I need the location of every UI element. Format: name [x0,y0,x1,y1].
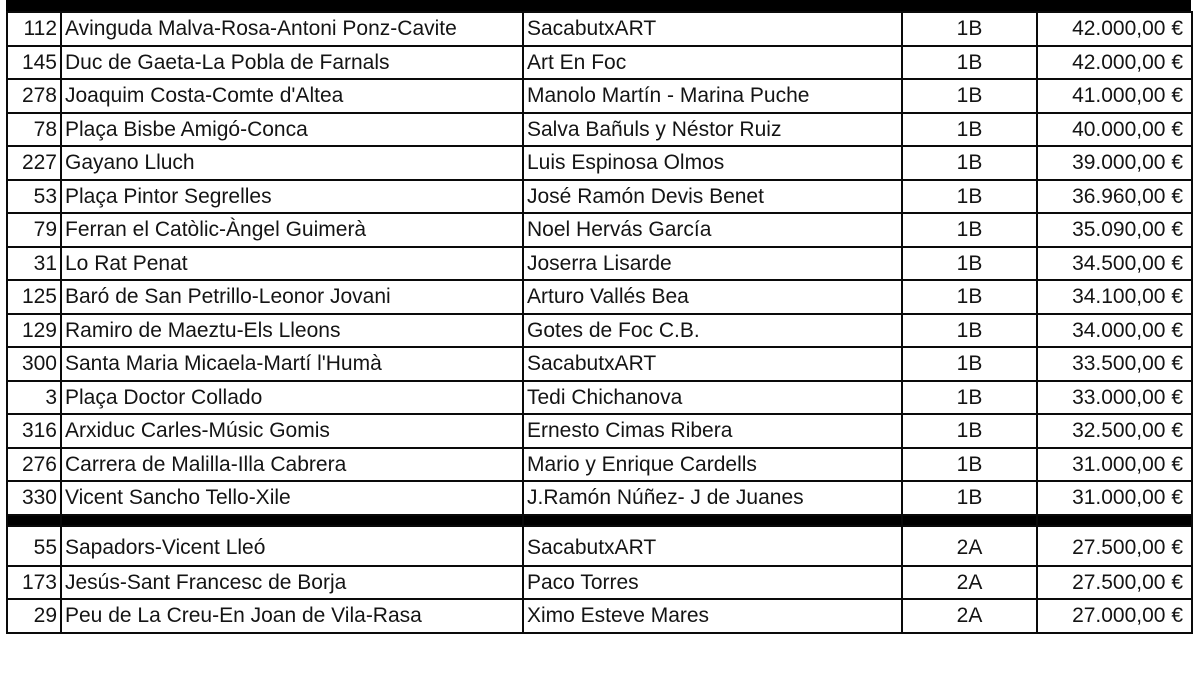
falla-number-cell: 78 [7,113,61,147]
street-name-cell: Sapadors-Vicent Lleó [61,526,523,566]
table-row [7,381,1192,415]
table-body [7,12,1192,633]
falla-number-cell: 227 [7,146,61,180]
table-row [7,213,1192,247]
category-cell: 1B [902,347,1037,381]
table-row [7,481,1192,515]
separator-cell [523,515,902,526]
table-row [7,12,1192,46]
separator-cell [61,515,523,526]
falla-number-cell: 79 [7,213,61,247]
table-row [7,146,1192,180]
category-cell: 1B [902,414,1037,448]
artist-name-cell: Joserra Lisarde [523,247,902,281]
street-name-cell: Plaça Pintor Segrelles [61,180,523,214]
falla-number-cell: 129 [7,314,61,348]
category-cell: 1B [902,79,1037,113]
category-cell: 1B [902,12,1037,46]
budget-amount-cell: 35.090,00 € [1037,213,1192,247]
artist-name-cell: Ximo Esteve Mares [523,599,902,633]
street-name-cell: Duc de Gaeta-La Pobla de Farnals [61,46,523,80]
category-cell: 1B [902,46,1037,80]
falla-budget-table-sheet [6,0,1191,634]
category-cell: 1B [902,146,1037,180]
budget-amount-cell: 42.000,00 € [1037,46,1192,80]
artist-name-cell: Paco Torres [523,566,902,600]
table-row [7,566,1192,600]
budget-amount-cell: 31.000,00 € [1037,448,1192,482]
street-name-cell: Peu de La Creu-En Joan de Vila-Rasa [61,599,523,633]
street-name-cell: Baró de San Petrillo-Leonor Jovani [61,280,523,314]
artist-name-cell: Luis Espinosa Olmos [523,146,902,180]
artist-name-cell: Mario y Enrique Cardells [523,448,902,482]
artist-name-cell: Art En Foc [523,46,902,80]
table-row [7,414,1192,448]
table-row [7,113,1192,147]
category-cell: 1B [902,448,1037,482]
category-cell: 2A [902,566,1037,600]
artist-name-cell: Manolo Martín - Marina Puche [523,79,902,113]
street-name-cell: Jesús-Sant Francesc de Borja [61,566,523,600]
street-name-cell: Santa Maria Micaela-Martí l'Humà [61,347,523,381]
falla-number-cell: 316 [7,414,61,448]
street-name-cell: Ferran el Catòlic-Àngel Guimerà [61,213,523,247]
street-name-cell: Plaça Bisbe Amigó-Conca [61,113,523,147]
artist-name-cell: J.Ramón Núñez- J de Juanes [523,481,902,515]
artist-name-cell: SacabutxART [523,347,902,381]
table-row [7,347,1192,381]
street-name-cell: Plaça Doctor Collado [61,381,523,415]
budget-amount-cell: 31.000,00 € [1037,481,1192,515]
table-row [7,280,1192,314]
artist-name-cell: Gotes de Foc C.B. [523,314,902,348]
category-cell: 1B [902,381,1037,415]
artist-name-cell: Noel Hervás García [523,213,902,247]
falla-number-cell: 300 [7,347,61,381]
street-name-cell: Joaquim Costa-Comte d'Altea [61,79,523,113]
artist-name-cell: José Ramón Devis Benet [523,180,902,214]
category-cell: 1B [902,180,1037,214]
category-cell: 1B [902,113,1037,147]
falla-number-cell: 276 [7,448,61,482]
falla-number-cell: 31 [7,247,61,281]
artist-name-cell: SacabutxART [523,526,902,566]
table-row [7,46,1192,80]
budget-amount-cell: 34.000,00 € [1037,314,1192,348]
category-cell: 1B [902,247,1037,281]
separator-cell [1037,515,1192,526]
budget-amount-cell: 27.500,00 € [1037,566,1192,600]
budget-amount-cell: 34.500,00 € [1037,247,1192,281]
artist-name-cell: Ernesto Cimas Ribera [523,414,902,448]
separator-cell [902,515,1037,526]
budget-amount-cell: 40.000,00 € [1037,113,1192,147]
budget-amount-cell: 27.500,00 € [1037,526,1192,566]
falla-number-cell: 112 [7,12,61,46]
budget-amount-cell: 33.000,00 € [1037,381,1192,415]
falla-number-cell: 278 [7,79,61,113]
street-name-cell: Lo Rat Penat [61,247,523,281]
category-cell: 1B [902,213,1037,247]
table-row [7,180,1192,214]
falla-number-cell: 173 [7,566,61,600]
falla-number-cell: 330 [7,481,61,515]
artist-name-cell: Tedi Chichanova [523,381,902,415]
artist-name-cell: Salva Bañuls y Néstor Ruiz [523,113,902,147]
table-row [7,314,1192,348]
table-row [7,599,1192,633]
budget-amount-cell: 27.000,00 € [1037,599,1192,633]
street-name-cell: Vicent Sancho Tello-Xile [61,481,523,515]
budget-amount-cell: 36.960,00 € [1037,180,1192,214]
budget-amount-cell: 39.000,00 € [1037,146,1192,180]
budget-amount-cell: 34.100,00 € [1037,280,1192,314]
falla-number-cell: 53 [7,180,61,214]
falla-number-cell: 145 [7,46,61,80]
category-cell: 2A [902,599,1037,633]
falla-number-cell: 3 [7,381,61,415]
falla-number-cell: 55 [7,526,61,566]
top-separator-band [6,0,1191,11]
falla-number-cell: 29 [7,599,61,633]
budget-amount-cell: 33.500,00 € [1037,347,1192,381]
category-cell: 1B [902,481,1037,515]
street-name-cell: Ramiro de Maeztu-Els Lleons [61,314,523,348]
street-name-cell: Arxiduc Carles-Músic Gomis [61,414,523,448]
table-row [7,79,1192,113]
table-row [7,526,1192,566]
category-cell: 1B [902,314,1037,348]
budget-amount-cell: 41.000,00 € [1037,79,1192,113]
separator-cell [7,515,61,526]
category-cell: 2A [902,526,1037,566]
artist-name-cell: Arturo Vallés Bea [523,280,902,314]
section-separator-row [7,515,1192,526]
street-name-cell: Carrera de Malilla-Illa Cabrera [61,448,523,482]
artist-name-cell: SacabutxART [523,12,902,46]
table-row [7,448,1192,482]
street-name-cell: Gayano Lluch [61,146,523,180]
falla-number-cell: 125 [7,280,61,314]
budget-amount-cell: 42.000,00 € [1037,12,1192,46]
table-row [7,247,1192,281]
category-cell: 1B [902,280,1037,314]
falla-budget-table [6,11,1193,634]
street-name-cell: Avinguda Malva-Rosa-Antoni Ponz-Cavite [61,12,523,46]
budget-amount-cell: 32.500,00 € [1037,414,1192,448]
